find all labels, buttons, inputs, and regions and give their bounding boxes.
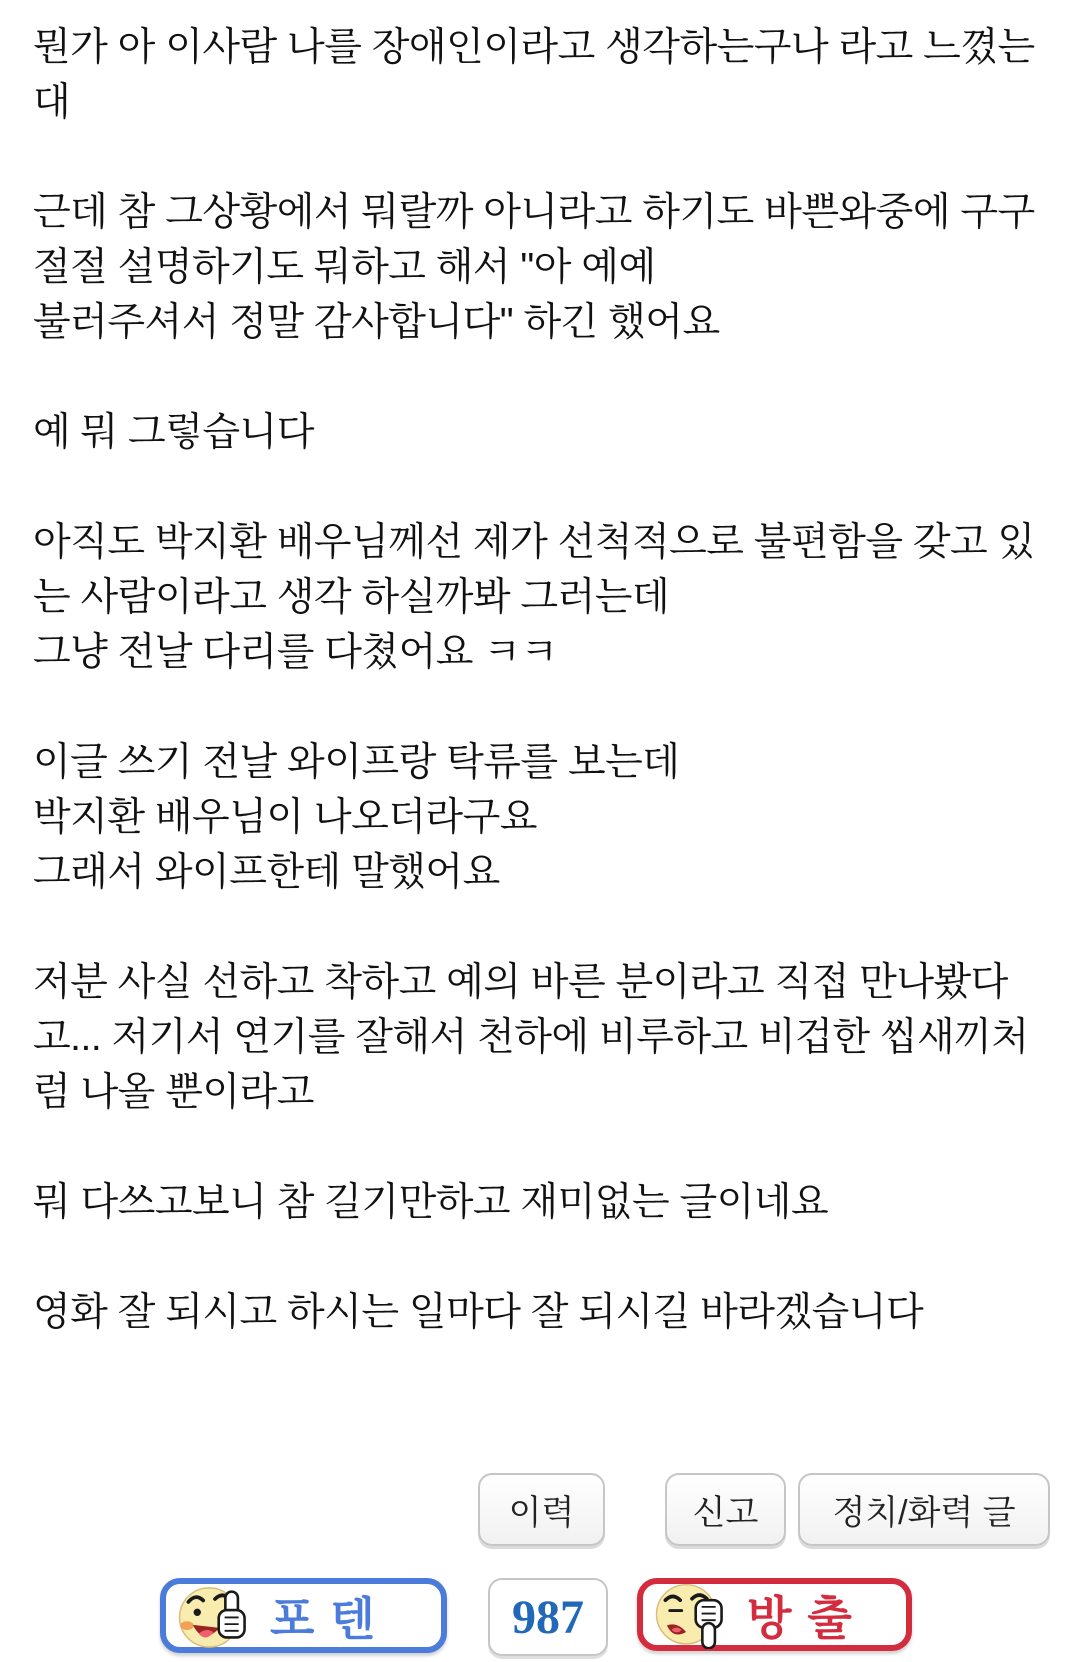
downvote-bangchul-button[interactable] — [637, 1578, 912, 1651]
upvote-poten-label: 포텐 — [270, 1592, 391, 1645]
post-text-line: 근데 참 그상황에서 뭐랄까 아니라고 하기도 바쁜와중에 구구 — [33, 191, 1035, 234]
report-button-label: 신고 — [692, 1494, 759, 1532]
poten-vote-count-value: 987 — [512, 1590, 584, 1644]
post-text-line: 박지환 배우님이 나오더라구요 — [33, 796, 537, 839]
post-text-line: 저분 사실 선하고 착하고 예의 바른 분이라고 직접 만나봤다 — [33, 961, 1008, 1004]
upvote-poten-button[interactable] — [160, 1578, 447, 1653]
politics-firepower-button[interactable] — [798, 1473, 1050, 1546]
post-text-line: 대 — [33, 81, 71, 124]
post-content — [33, 20, 1060, 1340]
post-text-line — [33, 350, 1060, 405]
post-text-line: 영화 잘 되시고 하시는 일마다 잘 되시길 바라겠습니다 — [33, 1291, 924, 1334]
post-text-line — [33, 1230, 1060, 1285]
report-button[interactable] — [665, 1473, 786, 1546]
post-text-line: 뭐 다쓰고보니 참 길기만하고 재미없는 글이네요 — [33, 1181, 829, 1224]
post-text-line: 아직도 박지환 배우님께선 제가 선척적으로 불편함을 갖고 있 — [33, 521, 1035, 564]
post-text-line: 이글 쓰기 전날 와이프랑 탁류를 보는데 — [33, 741, 680, 784]
post-text-line: 그래서 와이프한테 말했어요 — [33, 851, 500, 894]
post-text-line: 는 사람이라고 생각 하실까봐 그러는데 — [33, 576, 670, 619]
history-button[interactable] — [478, 1473, 605, 1546]
post-text-line — [33, 680, 1060, 735]
post-text-line — [33, 900, 1060, 955]
post-text-line: 불러주셔서 정말 감사합니다" 하긴 했어요 — [33, 301, 720, 344]
post-text-line — [33, 130, 1060, 185]
thumbs-down-face-emoticon-icon — [651, 1581, 733, 1649]
politics-firepower-button-label: 정치/화력 글 — [832, 1494, 1016, 1532]
post-text-line: 럼 나올 뿐이라고 — [33, 1071, 314, 1114]
poten-vote-count — [488, 1578, 608, 1656]
post-text-line: 고... 저기서 연기를 잘해서 천하에 비루하고 비겁한 씹새끼처 — [33, 1016, 1029, 1059]
downvote-bangchul-label: 방출 — [747, 1591, 868, 1644]
post-text-line: 예 뭐 그렇습니다 — [33, 411, 314, 454]
post-text-line: 그냥 전날 다리를 다쳤어요 ㅋㅋ — [33, 631, 558, 674]
post-text-line: 뭔가 아 이사람 나를 장애인이라고 생각하는구나 라고 느꼈는 — [33, 26, 1035, 69]
thumbs-up-face-emoticon-icon — [174, 1582, 256, 1650]
post-text-line — [33, 460, 1060, 515]
post-text-line — [33, 1120, 1060, 1175]
history-button-label: 이력 — [508, 1494, 575, 1532]
post-text-line: 절절 설명하기도 뭐하고 해서 "아 예예 — [33, 246, 656, 289]
